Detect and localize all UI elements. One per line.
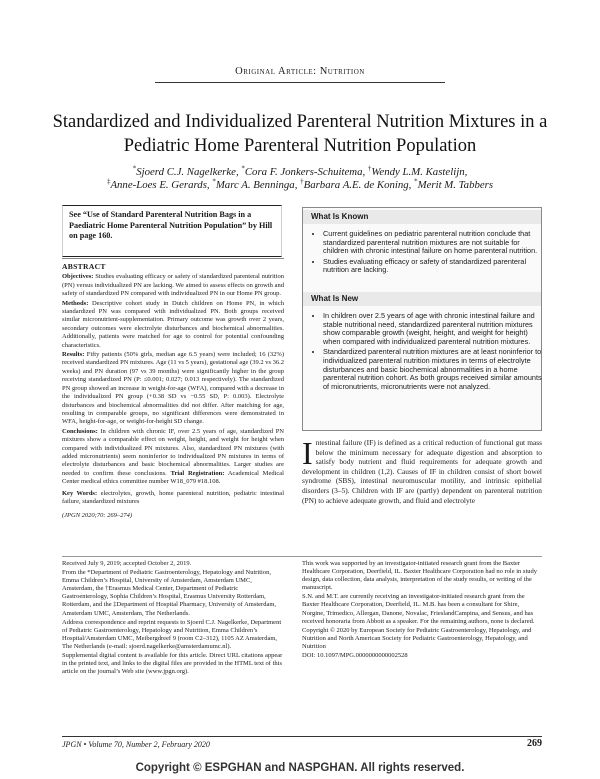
correspondence: Address correspondence and reprint requests to Sjoerd C.J. Nagelkerke, Department of Pediatric Gastroenterology, Hepatology and Nutrition, Emma Children’s Hospital/Amsterdam UMC, Meibergdreef 9 (room C2–312), 1105 AZ Amsterdam, The Netherlands (e-mail: sjoerd.nagelkerke@amsterdamumc.nl). — [62, 618, 282, 650]
affiliations: From the *Department of Pediatric Gastroenterology, Hepatology and Nutrition, Emma Children’s Hospital, University of Amsterdam, Amsterdam UMC, Amsterdam, the †Erasmus Medical Center, Department of Pediatric Gastroenterology, Sophia Children’s Hospital, Erasmus University Rotterdam, Rotterdam, and the ‡Department of Hospital Pharmacy, University of Amsterdam, Amsterdam UMC, Amsterdam, The Netherlands. — [62, 569, 277, 617]
footnotes-left — [62, 560, 284, 677]
author-list: *Sjoerd C.J. Nagelkerke, *Cora F. Jonkers-Schuitema, †Wendy L.M. Kastelijn, ‡Anne-Loes E. Gerards, *Marc A. Benninga, †Barbara A.E. de Koning, *Merit M. Tabbers — [106, 164, 494, 191]
list-item: • Studies evaluating efficacy or safety of standardized parenteral nutrition are lacking. — [323, 258, 545, 275]
abstract-heading: ABSTRACT — [62, 258, 284, 271]
section-rule — [155, 82, 445, 83]
what-is-known-list — [313, 230, 545, 277]
author-name: *Merit M. Tabbers — [414, 177, 494, 191]
author-name: *Sjoerd C.J. Nagelkerke — [132, 164, 236, 178]
what-is-new-title: What Is New — [303, 292, 541, 306]
footnote-rule — [62, 556, 542, 557]
see-also-box: See “Use of Standard Parenteral Nutrition Bags in a Paediatric Home Parenteral Nutrition Population” by Hill on page 160. — [62, 205, 282, 257]
copyright-banner: Copyright © ESPGHAN and NASPGHAN. All rights reserved. — [135, 762, 465, 774]
author-name: †Barbara A.E. de Koning — [300, 177, 409, 191]
author-name: †Wendy L.M. Kastelijn — [367, 164, 465, 178]
abstract-conclusions: Conclusions: In children with chronic IF, over 2.5 years of age, standardized PN mixtures show a comparable effect on weight, height, and weight for height when compared with individualized PN mixtures. Also, standardized PN mixtures (with added micronutrients) seem noninferior to individualized PN mixtures in terms of electrolyte disturbances and basic biochemical abnormalities. Larger studies are needed to confirm these conclusions. Trial Registration: Academical Medical Center medical ethics committee number W18_079 #18.108. — [62, 427, 285, 486]
copyright-line: Copyright © 2020 by European Society for Pediatric Gastroenterology, Hepatology, and Nutrition and North American Society for Pediatric Gastroenterology, Hepatology, and Nutrition — [302, 626, 532, 650]
intro-paragraph: Intestinal failure (IF) is defined as a critical reduction of functional gut mass below the minimum necessary for adequate digestion and absorption to satisfy body nutrient and fluid requirements for adequate growth and development in children (1,2). Causes of IF in children consist of short bowel syndrome (SBS), intestinal neuromuscular motility, and intrinsic epithelial disorders (3–5). Children with IF are (partly) dependent on parenteral nutrition (PN) to achieve adequate growth, and fluid and electrolyte — [302, 435, 542, 505]
section-header: Original Article: Nutrition — [235, 66, 365, 77]
received-dates: Received July 9, 2019; accepted October 2, 2019. — [62, 560, 192, 567]
what-is-known-box — [302, 207, 542, 431]
list-item: • Standardized parenteral nutrition mixtures are at least noninferior to individualized parenteral nutrition mixtures in terms of electrolyte disturbances and basic biochemical abnormalities in a home parenteral nutrition cohort. As both groups received similar amounts of micronutrients, micronutrients were not analyzed. — [323, 348, 545, 391]
author-name: *Marc A. Benninga — [212, 177, 295, 191]
abstract — [62, 258, 284, 522]
journal-reference: JPGN • Volume 70, Number 2, February 2020 — [62, 740, 210, 749]
abstract-citation: (JPGN 2020;70: 269–274) — [62, 512, 133, 520]
abstract-keywords: Key Words: electrolytes, growth, home parenteral nutrition, pediatric intestinal failure, standardized mixtures — [62, 489, 284, 505]
page-rule — [62, 736, 542, 737]
footnotes-right — [302, 560, 542, 661]
abstract-results: Results: Fifty patients (50% girls, median age 6.5 years) were included; 16 (32%) received standardized PN mixtures. Age (11 vs 5 years), gestational age (39.2 vs 36.2 weeks) and PN duration (97 vs 39 months) were significantly higher in the group receiving standardized PN (P: ≤0.001; 0.027; 0.013 respectively). The standardized PN group showed an increase in weight-for-age (WFA), compared with a decrease in the individualized PN group (+0.38 SD vs −0.55 SD, P: 0.003). Electrolyte disturbances and biochemical abnormalities did not differ. After matching for age, resulting in comparable groups, no significant differences were demonstrated in WFA, height-for-age, or weight-for-height SD change. — [62, 351, 285, 426]
funding-note: This work was supported by an investigator-initiated research grant from the Baxter Healthcare Corporation, Deerfield, IL. Baxter Healthcare Corporation had no role in study design, data collection, data analysis, interpretation of the study results, or writing of the manuscript. — [302, 560, 537, 592]
doi[interactable]: DOI: 10.1097/MPG.0000000000002528 — [302, 652, 408, 660]
list-item: • In children over 2.5 years of age with chronic intestinal failure and stable nutritional need, standardized parenteral nutrition mixtures show comparable growth (weight, height, and weight for height) when compared with individualized parenteral nutrition mixtures. — [323, 312, 545, 346]
what-is-known-title: What Is Known — [303, 210, 541, 224]
what-is-new-list — [313, 312, 545, 393]
list-item: • Current guidelines on pediatric parenteral nutrition conclude that standardized parenteral nutrition mixtures are not suitable for children with chronic intestinal failure on home parenteral nutrition. — [323, 230, 545, 256]
abstract-objectives: Objectives: Studies evaluating efficacy or safety of standardized parenteral nutrition (PN) versus individualized PN are lacking. We aimed to assess effects on growth and safety of standardized PN compared with individualized PN in our Home PN group. — [62, 273, 284, 298]
author-name: *Cora F. Jonkers-Schuitema — [241, 164, 363, 178]
page-number: 269 — [527, 738, 542, 749]
disclosures: S.N. and M.T. are currently receiving an investigator-initiated research grant from the Baxter Healthcare Corporation, Deerfield, IL. M.B. has been a consultant for Shire, Norgine, Trimedico, Allergan, Danone, Novalac, FrieslandCampina, and Sensus, and has received honoraria from Abbott as a speaker. For the remaining authors, none is declared. — [302, 593, 535, 625]
email[interactable]: (e-mail: sjoerd.nagelkerke@amsterdamumc.nl). — [106, 642, 232, 650]
supplemental-note: Supplemental digital content is available for this article. Direct URL citations appear in the printed text, and links to the digital files are provided in the HTML text of this article on the journal’s Web site (www.jpgn.org). — [62, 652, 283, 676]
author-name: ‡Anne-Loes E. Gerards — [106, 177, 207, 191]
abstract-methods: Methods: Descriptive cohort study in Dutch children on Home PN, in which standardized PN was compared with individualized PN. Both groups received similar micronutrient-supplementation. Primary outcome was growth over 2 years, secondary outcomes were electrolyte disturbances and biochemical abnormalities. Additionally, patients were matched for age to control for potential confounding characteristics. — [62, 299, 284, 349]
article-title: Standardized and Individualized Parenteral Nutrition Mixtures in a Pediatric Home Parenteral Nutrition Population — [52, 112, 548, 156]
drop-cap: I — [302, 435, 313, 471]
